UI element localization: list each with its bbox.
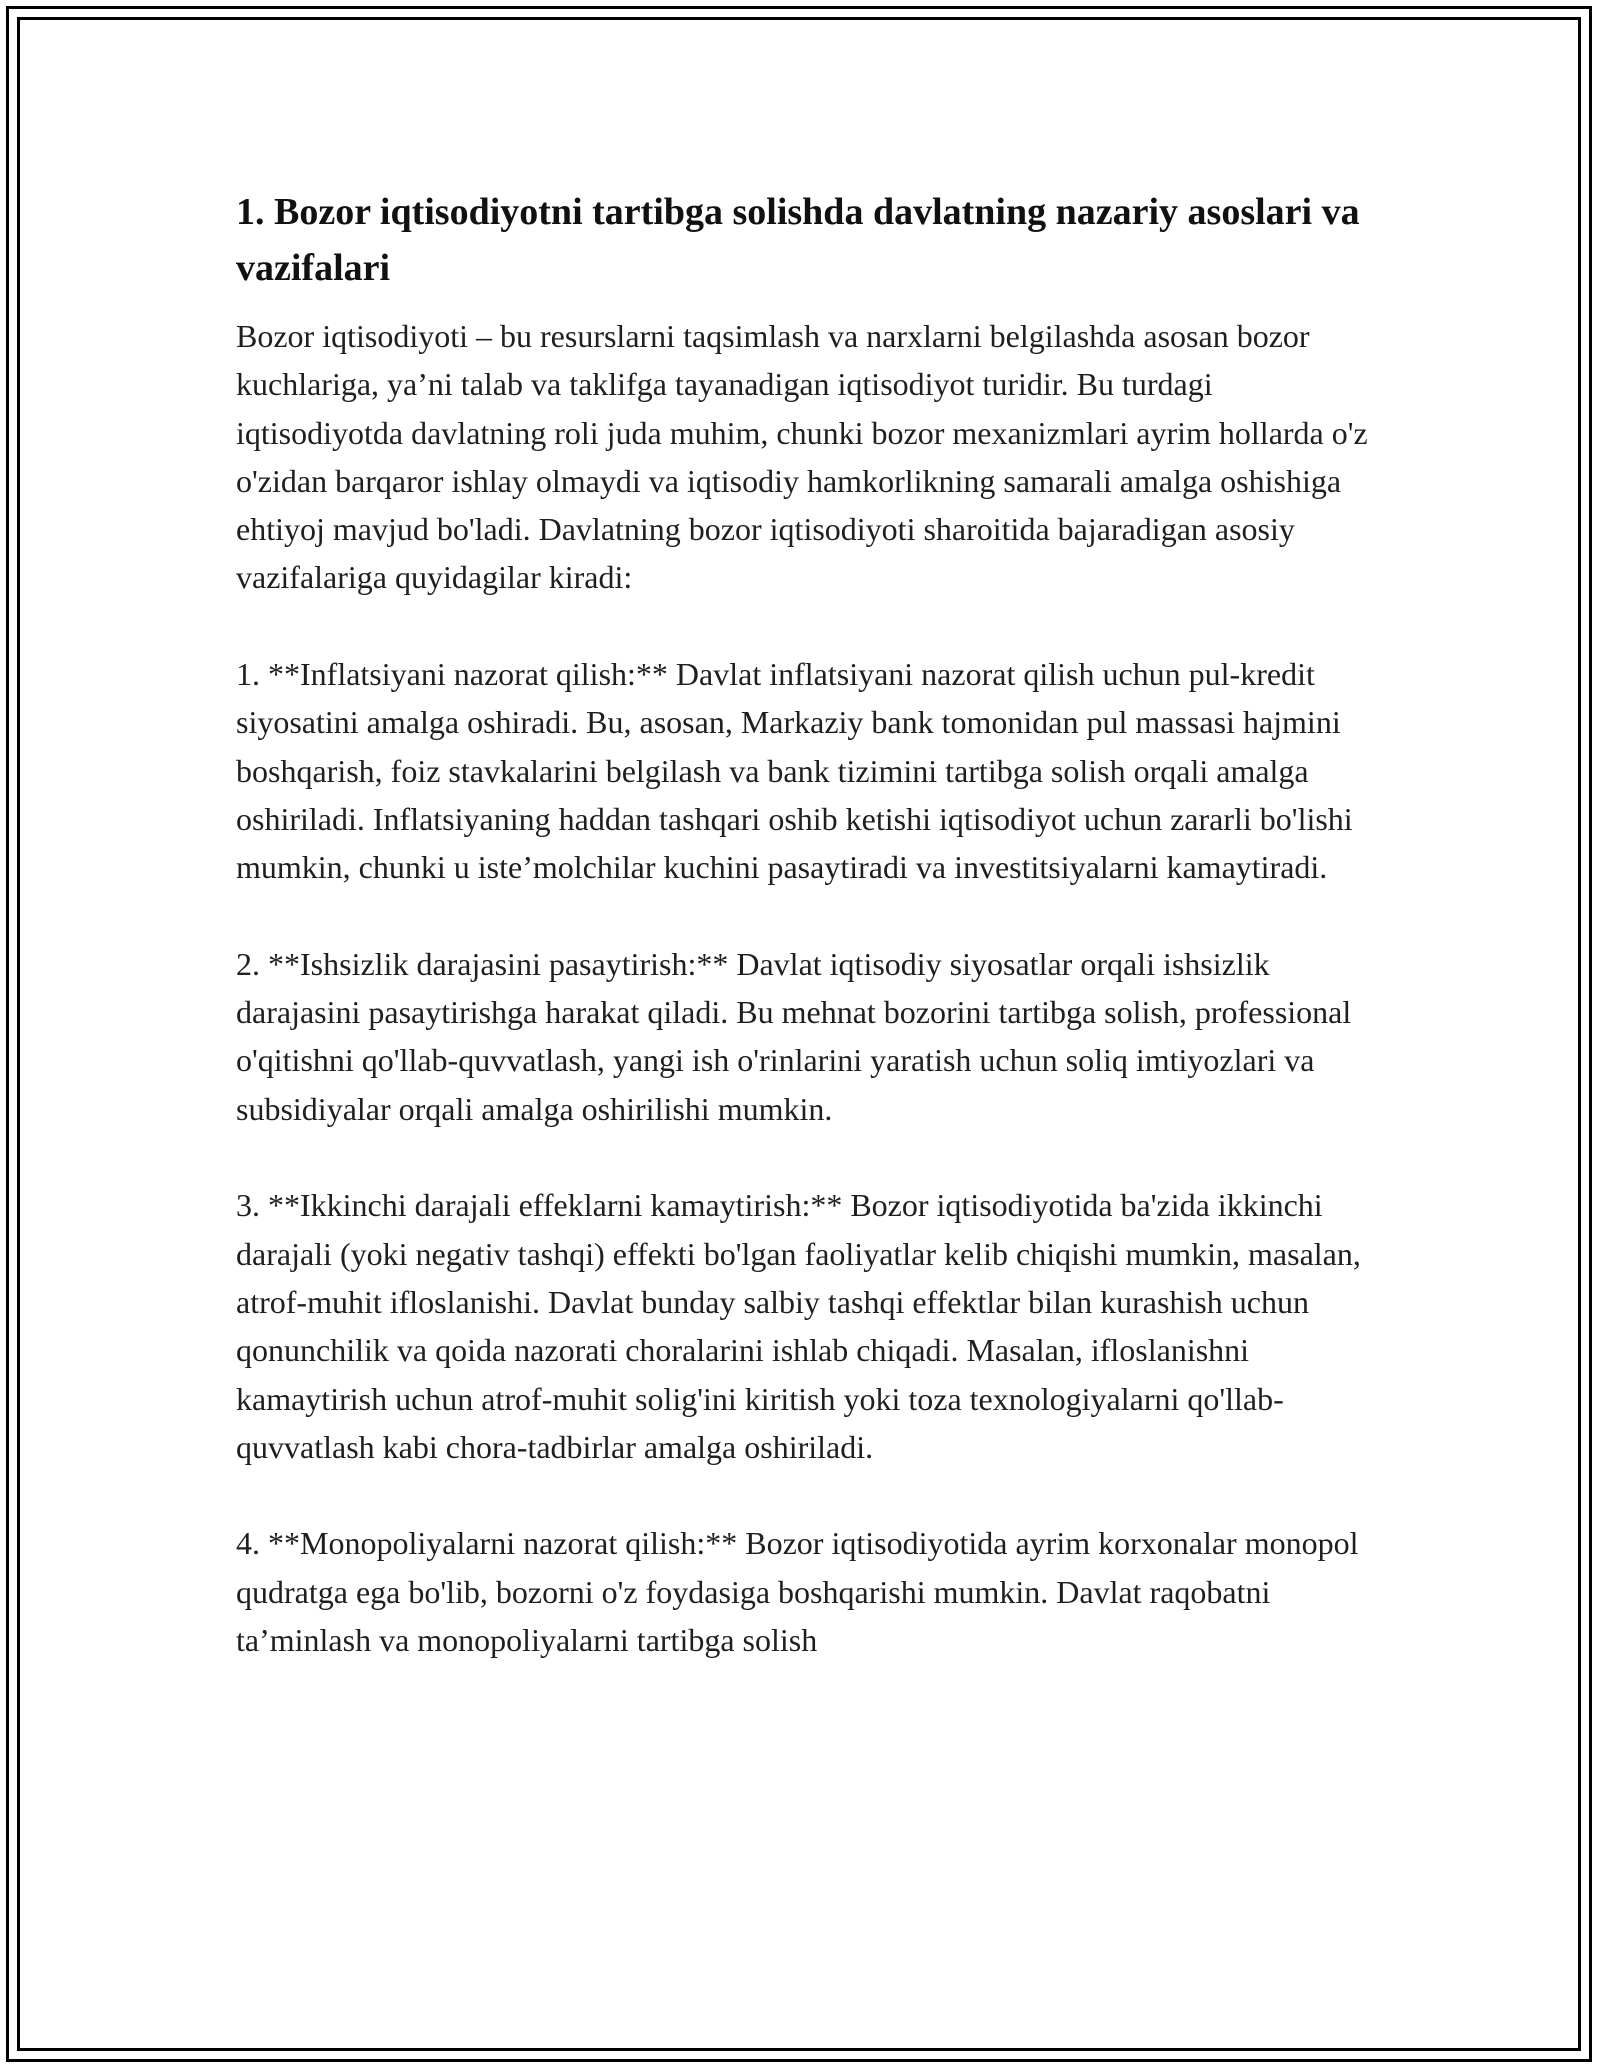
list-item-unemployment: 2. **Ishsizlik darajasini pasaytirish:** Davlat iqtisodiy siyosatlar orqali ishsizlik darajasini pasaytirishga harakat qiladi. Bu mehnat bozorini tartibga solish, professional o'qitishni qo'llab-quvvatlash, yangi ish o'rinlarini yaratish uchun soliq imtiyozlari va subsidiyalar orqali amalga oshirilishi mumkin. (236, 945, 1352, 1127)
list-item-inflation: 1. **Inflatsiyani nazorat qilish:** Davlat inflatsiyani nazorat qilish uchun pul-kredit siyosatini amalga oshiradi. Bu, asosan, Markaziy bank tomonidan pul massasi hajmini boshqarish, foiz stavkalarini belgilash va bank tizimini tartibga solish orqali amalga oshiriladi. Inflatsiyaning haddan tashqari oshib ketishi iqtisodiyot uchun zararli bo'lishi mumkin, chunki u iste’molchilar kuchini pasaytiradi va investitsiyalarni kamaytiradi. (236, 656, 1353, 886)
list-item-externalities: 3. **Ikkinchi darajali effeklarni kamaytirish:** Bozor iqtisodiyotida ba'zida ikkinchi darajali (yoki negativ tashqi) effekti bo'lgan faoliyatlar kelib chiqishi mumkin, masalan, atrof-muhit ifloslanishi. Davlat bunday salbiy tashqi effektlar bilan kurashish uchun qonunchilik va qoida nazorati choralarini ishlab chiqadi. Masalan, ifloslanishni kamaytirish uchun atrof-muhit solig'ini kiritish yoki toza texnologiyalarni qo'llab-quvvatlash kabi chora-tadbirlar amalga oshiriladi. (236, 1187, 1361, 1465)
list-item-monopolies: 4. **Monopoliyalarni nazorat qilish:** Bozor iqtisodiyotida ayrim korxonalar monopol qudratga ega bo'lib, bozorni o'z foydasiga boshqarishi mumkin. Davlat raqobatni ta’minlash va monopoliyalarni tartibga solish (236, 1525, 1359, 1659)
document-body (236, 184, 1386, 1713)
document-title: 1. Bozor iqtisodiyotni tartibga solishda davlatning nazariy asoslari va vazifalari (236, 191, 1360, 289)
intro-paragraph: Bozor iqtisodiyoti – bu resurslarni taqsimlash va narxlarni belgilashda asosan bozor kuchlariga, ya’ni talab va taklifga tayanadigan iqtisodiyot turidir. Bu turdagi iqtisodiyotda davlatning roli juda muhim, chunki bozor mexanizmlari ayrim hollarda o'z o'zidan barqaror ishlay olmaydi va iqtisodiy hamkorlikning samarali amalga oshishiga ehtiyoj mavjud bo'ladi. Davlatning bozor iqtisodiyoti sharoitida bajaradigan asosiy vazifalariga quyidagilar kiradi: (236, 318, 1368, 596)
